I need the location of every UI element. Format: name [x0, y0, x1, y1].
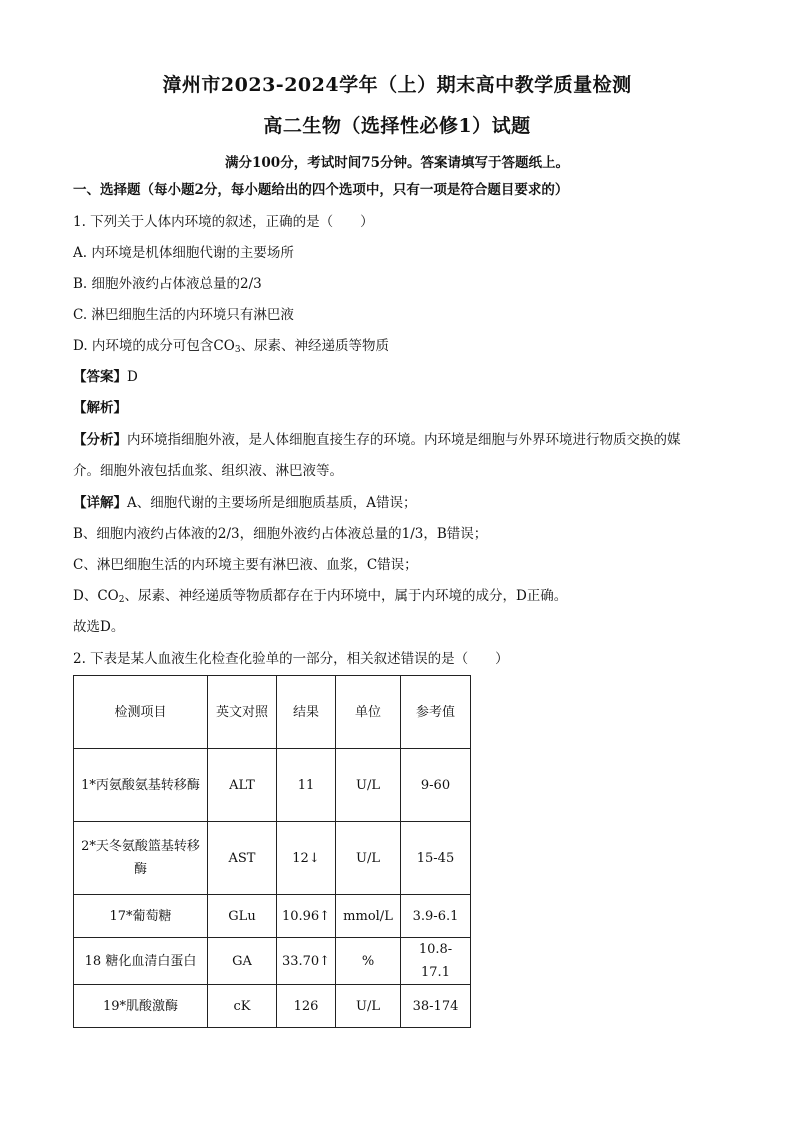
detail-a: A、细胞代谢的主要场所是细胞质基质，A错误；	[127, 495, 417, 511]
header-cell: 英文对照	[208, 676, 277, 749]
q1-stem: 1. 下列关于人体内环境的叙述，正确的是（ ）	[73, 214, 374, 230]
table-header-row	[74, 676, 471, 749]
table-cell: U/L	[336, 749, 401, 822]
q1-option-a: A. 内环境是机体细胞代谢的主要场所	[73, 245, 294, 261]
answer-tag: 【答案】	[73, 369, 127, 385]
table-cell: cK	[208, 985, 277, 1028]
q1-conclusion: 故选D。	[73, 619, 125, 635]
table-cell: 126	[277, 985, 336, 1028]
table-cell: 12↓	[277, 822, 336, 895]
table-row	[74, 985, 471, 1028]
table-cell: 17*葡萄糖	[74, 895, 208, 938]
q1-option-d	[73, 337, 733, 359]
q1-fenxi-line2: 介。细胞外液包括血浆、组织液、淋巴液等。	[73, 463, 343, 479]
detail-d-sub: 2	[118, 595, 125, 605]
table-cell: 1*丙氨酸氨基转移酶	[74, 749, 208, 822]
table-cell: 10.96↑	[277, 895, 336, 938]
table-cell: %	[336, 938, 401, 985]
exam-subtitle: 高二生物（选择性必修1）试题	[263, 115, 531, 137]
q1-detail-c: C、淋巴细胞生活的内环境主要有淋巴液、血浆，C错误；	[73, 557, 418, 573]
table-cell: ALT	[208, 749, 277, 822]
table-cell: 38-174	[401, 985, 471, 1028]
q1-analysis-tag	[73, 399, 733, 417]
q1-detail-b: B、细胞内液约占体液的2/3，细胞外液约占体液总量的1/3，B错误；	[73, 526, 488, 542]
table-cell: 15-45	[401, 822, 471, 895]
table-cell: mmol/L	[336, 895, 401, 938]
table-cell: U/L	[336, 985, 401, 1028]
table-row	[74, 938, 471, 985]
q1-detail-d	[73, 587, 733, 609]
detail-d-suffix: 、尿素、神经递质等物质都存在于内环境中，属于内环境的成分，D正确。	[124, 588, 568, 604]
detail-tag: 【详解】	[73, 495, 127, 511]
header-cell: 检测项目	[74, 676, 208, 749]
analysis-tag: 【解析】	[73, 400, 127, 416]
answer-value: D	[127, 369, 138, 385]
exam-info: 满分100分，考试时间75分钟。答案请填写于答题纸上。	[225, 155, 569, 171]
header-cell: 参考值	[401, 676, 471, 749]
q1-option-d-suffix: 、尿素、神经递质等物质	[240, 338, 390, 354]
fenxi-text-1: 内环境指细胞外液，是人体细胞直接生存的环境。内环境是细胞与外界环境进行物质交换的媒	[127, 432, 681, 448]
table-cell: 2*天冬氨酸篮基转移酶	[74, 822, 208, 895]
q1-answer	[73, 368, 733, 386]
q2-stem: 2. 下表是某人血液生化检查化验单的一部分，相关叙述错误的是（ ）	[73, 651, 509, 667]
header-cell: 单位	[336, 676, 401, 749]
q1-detail-line	[73, 494, 733, 512]
section-heading: 一、选择题（每小题2分，每小题给出的四个选项中，只有一项是符合题目要求的）	[73, 182, 569, 198]
fenxi-tag: 【分析】	[73, 432, 127, 448]
q1-option-d-sub: 3	[234, 345, 241, 355]
table-cell: 19*肌酸激酶	[74, 985, 208, 1028]
q1-option-b: B. 细胞外液约占体液总量的2/3	[73, 276, 262, 292]
table-cell: GLu	[208, 895, 277, 938]
table-row	[74, 749, 471, 822]
table-cell: 10.8-17.1	[401, 938, 471, 985]
table-row	[74, 895, 471, 938]
detail-d-prefix: D、CO	[73, 588, 119, 604]
lab-results-table	[73, 675, 471, 1028]
q1-option-d-prefix: D. 内环境的成分可包含CO	[73, 338, 235, 354]
header-cell: 结果	[277, 676, 336, 749]
table-cell: 9-60	[401, 749, 471, 822]
table-cell: 11	[277, 749, 336, 822]
table-cell: 33.70↑	[277, 938, 336, 985]
table-cell: 3.9-6.1	[401, 895, 471, 938]
table-cell: AST	[208, 822, 277, 895]
exam-title: 漳州市2023-2024学年（上）期末高中教学质量检测	[162, 74, 632, 96]
table-row	[74, 822, 471, 895]
q1-option-c: C. 淋巴细胞生活的内环境只有淋巴液	[73, 307, 294, 323]
table-cell: GA	[208, 938, 277, 985]
table-cell: 18 糖化血清白蛋白	[74, 938, 208, 985]
table-cell: U/L	[336, 822, 401, 895]
q1-fenxi-line1	[73, 431, 733, 449]
